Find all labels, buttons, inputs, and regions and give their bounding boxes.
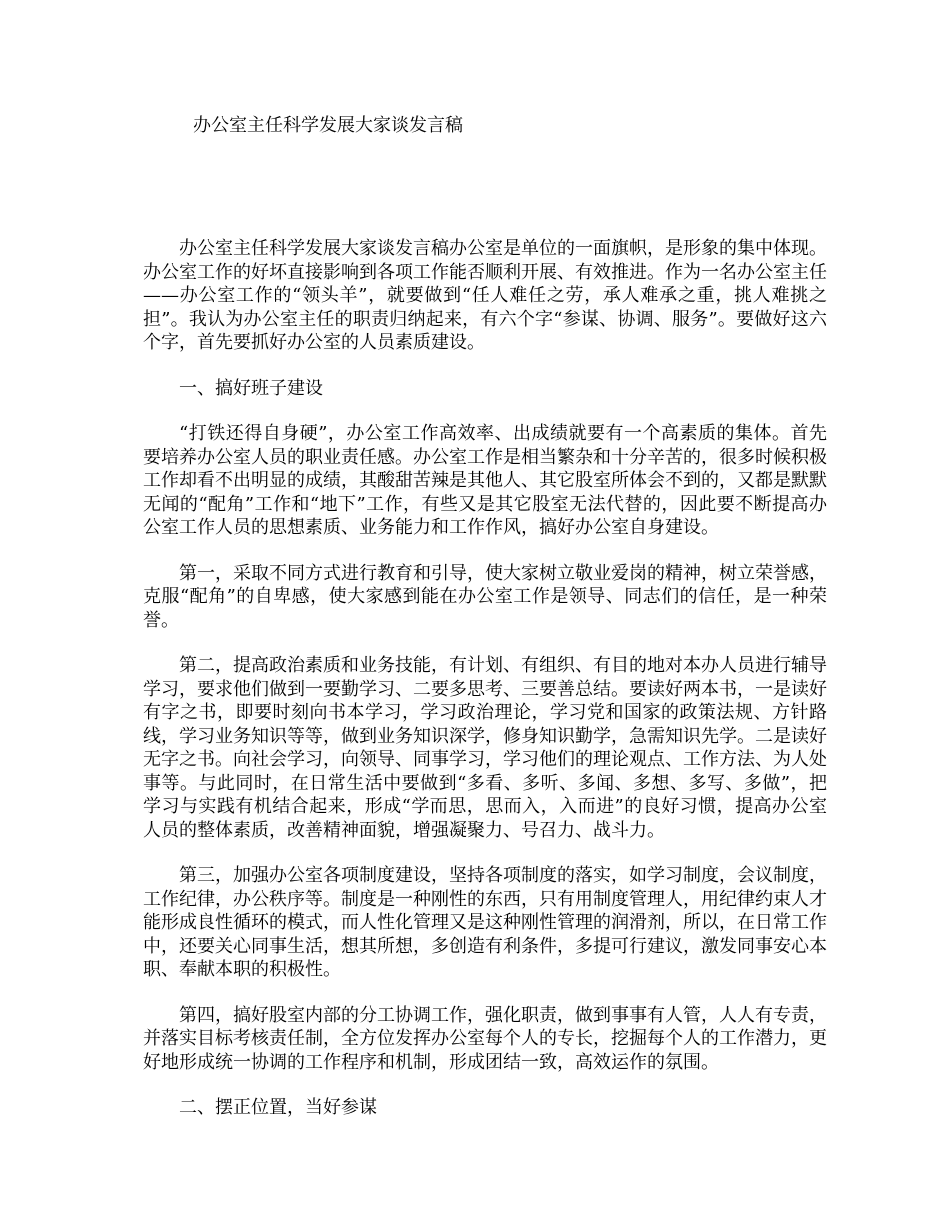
point-2-paragraph: 第二，提高政治素质和业务技能，有计划、有组织、有目的地对本办人员进行辅导学习，要求他们做到一要勤学习、二要多思考、三要善总结。要读好两本书，一是读好有字之书，即要时刻向书本学习，学习政治理论，学习党和国家的政策法规、方针路线，学习业务知识等等，做到业务知识深学，修身知识勤学，急需知识先学。二是读好无字之书。向社会学习，向领导、同事学习，学习他们的理论观点、工作方法、为人处事等。与此同时，在日常生活中要做到“多看、多听、多闻、多想、多写、多做”，把学习与实践有机结合起来，形成“学而思，思而入，入而进”的良好习惯，提高办公室人员的整体素质，改善精神面貌，增强凝聚力、号召力、战斗力。 <box>143 655 827 841</box>
section-2-heading: 二、摆正位置，当好参谋 <box>179 1097 377 1118</box>
document-body <box>143 237 827 1142</box>
point-1-paragraph: 第一，采取不同方式进行教育和引导，使大家树立敬业爱岗的精神，树立荣誉感，克服“配角”的自卑感，使大家感到能在办公室工作是领导、同志们的信任，是一种荣誉。 <box>143 562 827 631</box>
point-3-paragraph: 第三，加强办公室各项制度建设，坚持各项制度的落实，如学习制度，会议制度，工作纪律，办公秩序等。制度是一种刚性的东西，只有用制度管理人，用纪律约束人才能形成良性循环的模式，而人性化管理又是这种刚性管理的润滑剂，所以，在日常工作中，还要关心同事生活，想其所想，多创造有利条件，多提可行建议，激发同事安心本职、奉献本职的积极性。 <box>143 865 827 980</box>
document-title: 办公室主任科学发展大家谈发言稿 <box>193 115 463 136</box>
section-1-paragraph: “打铁还得自身硬”，办公室工作高效率、出成绩就要有一个高素质的集体。首先要培养办公室人员的职业责任感。办公室工作是相当繁杂和十分辛苦的，很多时候积极工作却看不出明显的成绩，其酸甜苦辣是其他人、其它股室所体会不到的，又都是默默无闻的“配角”工作和“地下”工作，有些又是其它股室无法代替的，因此要不断提高办公室工作人员的思想素质、业务能力和工作作风，搞好办公室自身建设。 <box>143 423 827 538</box>
section-1-heading: 一、搞好班子建设 <box>179 377 323 399</box>
intro-paragraph: 办公室主任科学发展大家谈发言稿办公室是单位的一面旗帜，是形象的集中体现。办公室工作的好坏直接影响到各项工作能否顺利开展、有效推进。作为一名办公室主任——办公室工作的“领头羊”，就要做到“任人难任之劳，承人难承之重，挑人难挑之担”。我认为办公室主任的职责归纳起来，有六个字“参谋、协调、服务”。要做好这六个字，首先要抓好办公室的人员素质建设。 <box>143 238 827 353</box>
point-4-paragraph: 第四，搞好股室内部的分工协调工作，强化职责，做到事事有人管，人人有专责，并落实目标考核责任制，全方位发挥办公室每个人的专长，挖掘每个人的工作潜力，更好地形成统一协调的工作程序和机制，形成团结一致，高效运作的氛围。 <box>143 1004 827 1073</box>
